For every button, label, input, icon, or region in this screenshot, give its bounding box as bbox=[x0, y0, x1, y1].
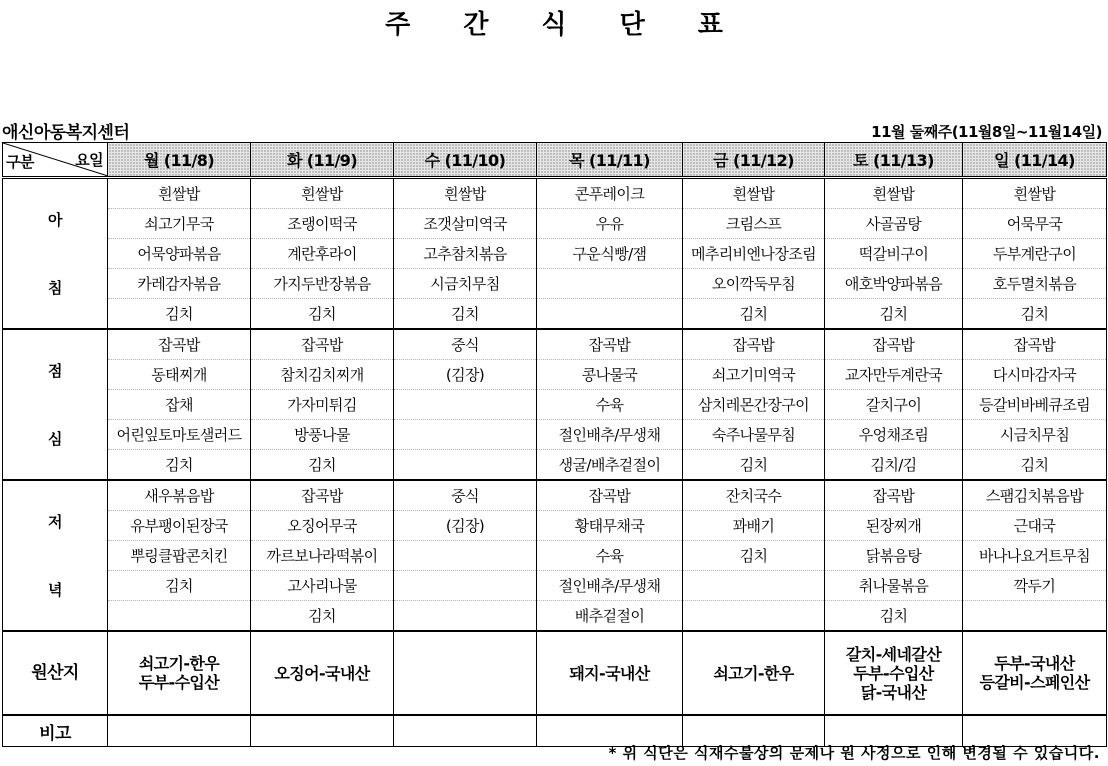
menu-row-dinner bbox=[3, 511, 1107, 541]
menu-cell: 흰쌀밥 bbox=[108, 178, 251, 209]
menu-table bbox=[2, 142, 1107, 747]
header-row bbox=[3, 143, 1107, 178]
menu-cell: 다시마감자국 bbox=[963, 360, 1107, 390]
origin-cell: 쇠고기-한우 bbox=[683, 631, 825, 715]
menu-cell: 김치 bbox=[394, 299, 537, 330]
menu-cell: (김장) bbox=[394, 360, 537, 390]
day-header: 수 (11/10) bbox=[394, 143, 537, 178]
meal-label-char: 저 bbox=[48, 512, 62, 531]
menu-row-breakfast bbox=[3, 178, 1107, 209]
menu-cell: 김치 bbox=[251, 450, 394, 481]
meal-label-char: 아 bbox=[48, 210, 62, 229]
menu-cell: 우유 bbox=[537, 209, 683, 239]
menu-cell: 김치 bbox=[683, 450, 825, 481]
menu-cell: 고추참치볶음 bbox=[394, 239, 537, 269]
menu-cell: 절인배추/무생채 bbox=[537, 571, 683, 601]
day-header: 금 (11/12) bbox=[683, 143, 825, 178]
menu-cell bbox=[394, 541, 537, 571]
menu-cell: 김치 bbox=[108, 571, 251, 601]
menu-row-lunch bbox=[3, 450, 1107, 481]
menu-cell bbox=[394, 450, 537, 481]
menu-cell bbox=[683, 571, 825, 601]
origin-cell: 두부-국내산 등갈비-스페인산 bbox=[963, 631, 1107, 715]
origin-cell: 오징어-국내산 bbox=[251, 631, 394, 715]
menu-cell: 메추리비엔나장조림 bbox=[683, 239, 825, 269]
menu-cell bbox=[963, 601, 1107, 632]
menu-cell: 뿌링클팝콘치킨 bbox=[108, 541, 251, 571]
menu-cell: 김치/김 bbox=[825, 450, 963, 481]
menu-cell: 김치 bbox=[963, 299, 1107, 330]
corner-label-day: 요일 bbox=[75, 151, 103, 169]
day-header: 화 (11/9) bbox=[251, 143, 394, 178]
menu-cell: 스팸김치볶음밥 bbox=[963, 480, 1107, 511]
menu-cell: 잡곡밥 bbox=[251, 480, 394, 511]
meal-label-char: 침 bbox=[48, 278, 62, 297]
day-header: 일 (11/14) bbox=[963, 143, 1107, 178]
menu-cell: (김장) bbox=[394, 511, 537, 541]
menu-cell: 황태무채국 bbox=[537, 511, 683, 541]
menu-row-dinner bbox=[3, 571, 1107, 601]
meal-label-char: 점 bbox=[48, 361, 62, 380]
menu-cell: 잡곡밥 bbox=[537, 480, 683, 511]
menu-cell: 잡곡밥 bbox=[251, 329, 394, 360]
origin-label: 원산지 bbox=[3, 631, 108, 715]
day-header: 월 (11/8) bbox=[108, 143, 251, 178]
origin-cell: 돼지-국내산 bbox=[537, 631, 683, 715]
corner-label-category: 구분 bbox=[6, 153, 34, 171]
menu-cell: 흰쌀밥 bbox=[825, 178, 963, 209]
menu-cell: 동태찌개 bbox=[108, 360, 251, 390]
menu-cell: 떡갈비구이 bbox=[825, 239, 963, 269]
menu-cell: 김치 bbox=[251, 299, 394, 330]
menu-cell bbox=[683, 601, 825, 632]
menu-cell: 된장찌개 bbox=[825, 511, 963, 541]
menu-cell: 잡곡밥 bbox=[825, 329, 963, 360]
menu-cell: 절인배추/무생채 bbox=[537, 420, 683, 450]
menu-cell: 가자미튀김 bbox=[251, 390, 394, 420]
meal-label-breakfast bbox=[3, 178, 108, 330]
menu-cell: 갈치구이 bbox=[825, 390, 963, 420]
menu-cell: 어묵무국 bbox=[963, 209, 1107, 239]
menu-cell: 교자만두계란국 bbox=[825, 360, 963, 390]
menu-row-breakfast bbox=[3, 299, 1107, 330]
menu-cell: 흰쌀밥 bbox=[683, 178, 825, 209]
note-cell bbox=[251, 715, 394, 747]
menu-cell: 오징어무국 bbox=[251, 511, 394, 541]
menu-cell: 잡곡밥 bbox=[963, 329, 1107, 360]
menu-cell bbox=[537, 299, 683, 330]
note-label: 비고 bbox=[3, 715, 108, 747]
menu-cell: 생굴/배추겉절이 bbox=[537, 450, 683, 481]
menu-cell: 김치 bbox=[825, 299, 963, 330]
menu-cell: 콘푸레이크 bbox=[537, 178, 683, 209]
menu-cell: 등갈비바베큐조림 bbox=[963, 390, 1107, 420]
center-name: 애신아동복지센터 bbox=[2, 123, 130, 143]
menu-cell: 중식 bbox=[394, 480, 537, 511]
menu-cell: 방풍나물 bbox=[251, 420, 394, 450]
origin-cell: 갈치-세네갈산 두부-수입산 닭-국내산 bbox=[825, 631, 963, 715]
menu-cell: 호두멸치볶음 bbox=[963, 269, 1107, 299]
menu-cell: 카레감자볶음 bbox=[108, 269, 251, 299]
menu-cell: 시금치무침 bbox=[963, 420, 1107, 450]
origin-cell bbox=[394, 631, 537, 715]
footer-note: * 위 식단은 식재수불상의 문제나 원 사정으로 인해 변경될 수 있습니다. bbox=[608, 744, 1100, 762]
meal-label-lunch bbox=[3, 329, 108, 480]
menu-cell: 잡곡밥 bbox=[825, 480, 963, 511]
menu-row-lunch bbox=[3, 329, 1107, 360]
menu-cell: 김치 bbox=[683, 299, 825, 330]
menu-row-dinner bbox=[3, 541, 1107, 571]
menu-cell bbox=[394, 390, 537, 420]
menu-row-breakfast bbox=[3, 269, 1107, 299]
week-label: 11월 둘째주(11월8일~11월14일) bbox=[871, 123, 1102, 141]
menu-cell: 잡곡밥 bbox=[683, 329, 825, 360]
menu-cell: 근대국 bbox=[963, 511, 1107, 541]
menu-cell: 김치 bbox=[683, 541, 825, 571]
menu-cell: 바나나요거트무침 bbox=[963, 541, 1107, 571]
corner-cell bbox=[3, 143, 108, 178]
note-cell bbox=[394, 715, 537, 747]
menu-cell: 숙주나물무침 bbox=[683, 420, 825, 450]
note-cell bbox=[108, 715, 251, 747]
meal-label-char: 녁 bbox=[48, 580, 62, 599]
menu-cell bbox=[394, 420, 537, 450]
menu-cell: 참치김치찌개 bbox=[251, 360, 394, 390]
menu-cell: 오이깍둑무침 bbox=[683, 269, 825, 299]
menu-cell: 콩나물국 bbox=[537, 360, 683, 390]
menu-cell: 두부계란구이 bbox=[963, 239, 1107, 269]
menu-row-dinner bbox=[3, 480, 1107, 511]
menu-cell: 시금치무침 bbox=[394, 269, 537, 299]
menu-cell: 김치 bbox=[108, 450, 251, 481]
menu-cell: 삼치레몬간장구이 bbox=[683, 390, 825, 420]
menu-cell: 흰쌀밥 bbox=[394, 178, 537, 209]
menu-cell: 계란후라이 bbox=[251, 239, 394, 269]
menu-cell: 고사리나물 bbox=[251, 571, 394, 601]
menu-cell bbox=[537, 269, 683, 299]
menu-row-lunch bbox=[3, 360, 1107, 390]
menu-cell: 우엉채조림 bbox=[825, 420, 963, 450]
menu-cell: 흰쌀밥 bbox=[963, 178, 1107, 209]
menu-cell: 새우볶음밥 bbox=[108, 480, 251, 511]
meal-label-dinner bbox=[3, 480, 108, 631]
menu-cell: 꽈배기 bbox=[683, 511, 825, 541]
menu-cell: 취나물볶음 bbox=[825, 571, 963, 601]
menu-cell: 쇠고기무국 bbox=[108, 209, 251, 239]
menu-cell: 애호박양파볶음 bbox=[825, 269, 963, 299]
menu-cell: 조랭이떡국 bbox=[251, 209, 394, 239]
menu-cell: 잡곡밥 bbox=[537, 329, 683, 360]
menu-cell: 어묵양파볶음 bbox=[108, 239, 251, 269]
menu-cell: 김치 bbox=[108, 299, 251, 330]
menu-row-breakfast bbox=[3, 239, 1107, 269]
menu-cell: 중식 bbox=[394, 329, 537, 360]
menu-cell: 쇠고기미역국 bbox=[683, 360, 825, 390]
menu-cell: 배추겉절이 bbox=[537, 601, 683, 632]
meal-label-char: 심 bbox=[48, 429, 62, 448]
menu-row-breakfast bbox=[3, 209, 1107, 239]
menu-cell bbox=[394, 571, 537, 601]
menu-cell: 잔치국수 bbox=[683, 480, 825, 511]
menu-cell: 까르보나라떡볶이 bbox=[251, 541, 394, 571]
menu-cell: 어린잎토마토샐러드 bbox=[108, 420, 251, 450]
menu-cell: 조갯살미역국 bbox=[394, 209, 537, 239]
origin-cell: 쇠고기-한우 두부-수입산 bbox=[108, 631, 251, 715]
menu-cell: 깍두기 bbox=[963, 571, 1107, 601]
menu-row-lunch bbox=[3, 420, 1107, 450]
menu-row-lunch bbox=[3, 390, 1107, 420]
menu-cell: 잡채 bbox=[108, 390, 251, 420]
menu-cell: 김치 bbox=[251, 601, 394, 632]
menu-cell: 닭볶음탕 bbox=[825, 541, 963, 571]
day-header: 토 (11/13) bbox=[825, 143, 963, 178]
menu-cell: 구운식빵/잼 bbox=[537, 239, 683, 269]
menu-cell bbox=[394, 601, 537, 632]
menu-cell: 잡곡밥 bbox=[108, 329, 251, 360]
origin-row bbox=[3, 631, 1107, 715]
menu-cell: 수육 bbox=[537, 390, 683, 420]
menu-cell: 김치 bbox=[963, 450, 1107, 481]
menu-cell: 수육 bbox=[537, 541, 683, 571]
menu-cell: 사골곰탕 bbox=[825, 209, 963, 239]
menu-cell: 유부팽이된장국 bbox=[108, 511, 251, 541]
menu-cell: 크림스프 bbox=[683, 209, 825, 239]
menu-cell: 김치 bbox=[825, 601, 963, 632]
day-header: 목 (11/11) bbox=[537, 143, 683, 178]
menu-cell bbox=[108, 601, 251, 632]
page-title: 주 간 식 단 표 bbox=[385, 10, 745, 40]
menu-row-dinner bbox=[3, 601, 1107, 632]
menu-cell: 흰쌀밥 bbox=[251, 178, 394, 209]
menu-cell: 가지두반장볶음 bbox=[251, 269, 394, 299]
